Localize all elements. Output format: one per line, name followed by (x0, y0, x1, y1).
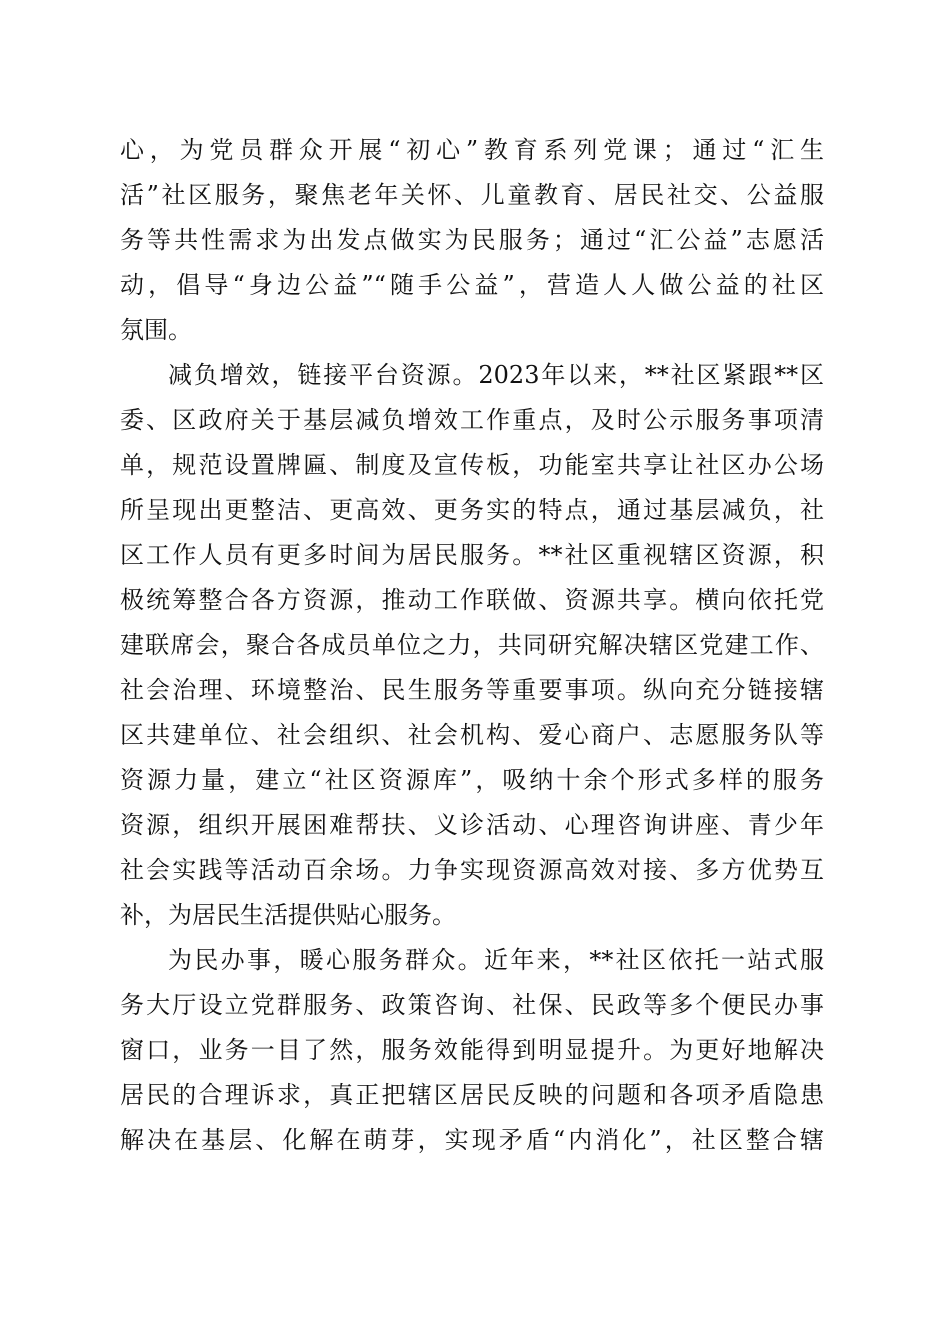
paragraph-line: 单，规范设置牌匾、制度及宣传板，功能室共享让社区办公场 (120, 451, 824, 479)
paragraph-line: 氛围。 (120, 316, 192, 344)
paragraph-line: 区共建单位、社会组织、社会机构、爱心商户、志愿服务队等 (120, 721, 824, 749)
paragraph-line: 动，倡导“身边公益”“随手公益”，营造人人做公益的社区 (120, 271, 824, 299)
paragraph-line: 资源力量，建立“社区资源库”，吸纳十余个形式多样的服务 (120, 766, 824, 794)
paragraph-line: 社会治理、环境整治、民生服务等重要事项。纵向充分链接辖 (120, 676, 824, 704)
paragraph-line: 极统筹整合各方资源，推动工作联做、资源共享。横向依托党 (120, 586, 824, 614)
paragraph-line: 补，为居民生活提供贴心服务。 (120, 901, 456, 929)
paragraph-line: 为民办事，暖心服务群众。近年来，**社区依托一站式服 (168, 946, 824, 974)
paragraph-line: 区工作人员有更多时间为居民服务。**社区重视辖区资源，积 (120, 541, 824, 569)
paragraph-line: 所呈现出更整洁、更高效、更务实的特点，通过基层减负，社 (120, 496, 824, 524)
paragraph-line: 资源，组织开展困难帮扶、义诊活动、心理咨询讲座、青少年 (120, 811, 824, 839)
paragraph-line: 建联席会，聚合各成员单位之力，共同研究解决辖区党建工作、 (120, 631, 824, 659)
paragraph-line: 委、区政府关于基层减负增效工作重点，及时公示服务事项清 (120, 406, 824, 434)
paragraph-line: 务等共性需求为出发点做实为民服务；通过“汇公益”志愿活 (120, 226, 824, 254)
paragraph-line: 务大厅设立党群服务、政策咨询、社保、民政等多个便民办事 (120, 991, 824, 1019)
paragraph-line: 活”社区服务，聚焦老年关怀、儿童教育、居民社交、公益服 (120, 181, 824, 209)
paragraph-3 (120, 938, 824, 1163)
paragraph-line: 解决在基层、化解在萌芽，实现矛盾“内消化”，社区整合辖 (120, 1126, 824, 1154)
paragraph-line: 窗口，业务一目了然，服务效能得到明显提升。为更好地解决 (120, 1036, 824, 1064)
paragraph-2 (120, 353, 824, 938)
paragraph-line: 减负增效，链接平台资源。2023年以来，**社区紧跟**区 (168, 361, 824, 389)
paragraph-line: 居民的合理诉求，真正把辖区居民反映的问题和各项矛盾隐患 (120, 1081, 824, 1109)
document-body (120, 128, 824, 1163)
paragraph-1 (120, 128, 824, 353)
paragraph-line: 社会实践等活动百余场。力争实现资源高效对接、多方优势互 (120, 856, 824, 884)
paragraph-line: 心，为党员群众开展“初心”教育系列党课；通过“汇生 (120, 136, 824, 164)
